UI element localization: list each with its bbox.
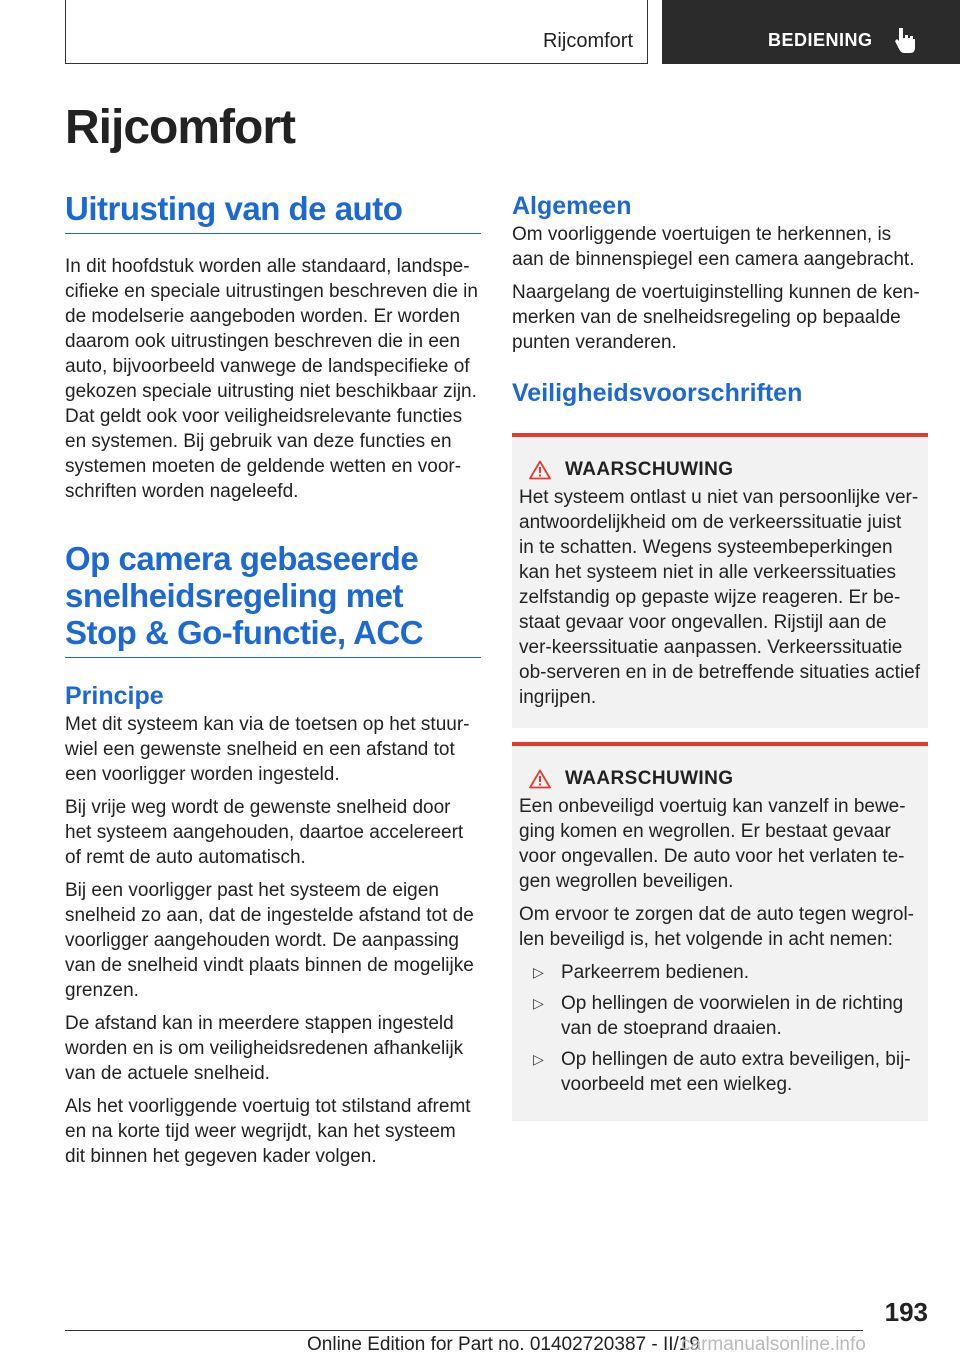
warning-triangle-icon [529, 460, 551, 480]
subheading-safety: Veiligheidsvoorschriften [512, 379, 803, 407]
warning-text-2: Om ervoor te zorgen dat de auto tegen wegrol-len beveiligd is, het volgende in acht nemen: [519, 904, 915, 950]
principle-paragraph-1: Met dit systeem kan via de toetsen op het stuur-wiel een gewenste snelheid en een afstand tot een voorligger worden ingesteld. [65, 714, 470, 785]
left-column [65, 190, 481, 1177]
page-title: Rijcomfort [65, 101, 295, 154]
general-paragraph-2: Naargelang de voertuiginstelling kunnen de ken-merken van de snelheidsregeling op bepaalde punten veranderen. [512, 282, 920, 353]
principle-paragraph-5: Als het voorliggende voertuig tot stilstand afremt en na korte tijd weer wegrijdt, kan het systeem dit binnen het gegeven kader volgen. [65, 1096, 471, 1167]
footer-watermark[interactable]: carmanualsonline.info [681, 1334, 866, 1355]
warning-triangle-icon [529, 769, 551, 789]
list-item: ▷ Op hellingen de auto extra beveiligen, bij-voorbeeld met een wielkeg. [533, 1049, 911, 1095]
principle-paragraph-2: Bij vrije weg wordt de gewenste snelheid door het systeem aangehouden, daartoe accelereert of remt de auto automatisch. [65, 797, 464, 868]
principle-paragraph-3: Bij een voorligger past het systeem de eigen snelheid zo aan, dat de ingestelde afstand tot de voorligger aangehouden wordt. De aanpassing van de snelheid vindt plaats binnen de mogelijke grenzen. [65, 880, 474, 1001]
warning-title: WAARSCHUWING [565, 459, 734, 480]
section-heading-acc: Op camera gebaseerde snelheidsregeling met Stop & Go-functie, ACC [65, 540, 481, 658]
header-tab-label: BEDIENING [768, 30, 873, 50]
pointing-hand-icon [894, 26, 918, 54]
footer-divider [65, 1330, 863, 1331]
warning-text: Het systeem ontlast u niet van persoonlijke ver-antwoordelijkheid om de verkeerssituatie juist in te schatten. Wegens systeembeperkingen kan het systeem niet in alle verkeerssituaties zelfstandig op gepaste wijze reageren. Er be-staat gevaar voor ongevallen. Rijstijl aan de ver-keerssituatie aanpassen. Verkeerssituatie ob-serveren en in de betreffende situaties actief ingrijpen. [519, 487, 921, 708]
section-heading-equipment: Uitrusting van de auto [65, 190, 481, 234]
triangle-bullet-icon: ▷ [533, 964, 544, 980]
subheading-general: Algemeen [512, 192, 632, 220]
principle-paragraph-4: De afstand kan in meerdere stappen ingesteld worden en is om veiligheidsredenen afhankelijk van de actuele snelheid. [65, 1013, 464, 1084]
header-chapter-title: Rijcomfort [542, 30, 633, 52]
page-number: 193 [884, 1297, 928, 1327]
list-item: ▷ Op hellingen de voorwielen in de richting van de stoeprand draaien. [533, 993, 904, 1039]
subheading-principle: Principe [65, 682, 164, 710]
warning-box-responsibility [512, 433, 928, 728]
triangle-bullet-icon: ▷ [533, 995, 544, 1011]
footer-edition: Online Edition for Part no. 01402720387 - II/19 [307, 1334, 700, 1355]
header-section-tab[interactable] [662, 0, 960, 64]
general-paragraph-1: Om voorliggende voertuigen te herkennen, is aan de binnenspiegel een camera aangebracht. [512, 224, 915, 270]
warning-text-1: Een onbeveiligd voertuig kan vanzelf in bewe-ging komen en wegrollen. Er bestaat gevaar voor ongevallen. De auto voor het verlaten te-gen wegrollen beveiligen. [519, 796, 906, 892]
list-item: ▷ Parkeerrem bedienen. [533, 962, 749, 983]
warning-box-rolling [512, 742, 928, 1121]
warning-title: WAARSCHUWING [565, 768, 734, 789]
right-column [512, 190, 928, 1121]
equipment-paragraph: In dit hoofdstuk worden alle standaard, landspe-cifieke en speciale uitrustingen beschreven die in de modelserie aangeboden worden. Er worden daarom ook uitrustingen beschreven die in een auto, bijvoorbeeld vanwege de landspecifieke of gekozen speciale uitrusting niet beschikbaar zijn. Dat geldt ook voor veiligheidsrelevante functies en systemen. Bij gebruik van deze functies en systemen moeten de geldende wetten en voor-schriften worden nageleefd. [65, 256, 478, 502]
precaution-list [519, 960, 920, 1097]
header-chapter-box [65, 0, 648, 64]
triangle-bullet-icon: ▷ [533, 1051, 544, 1067]
